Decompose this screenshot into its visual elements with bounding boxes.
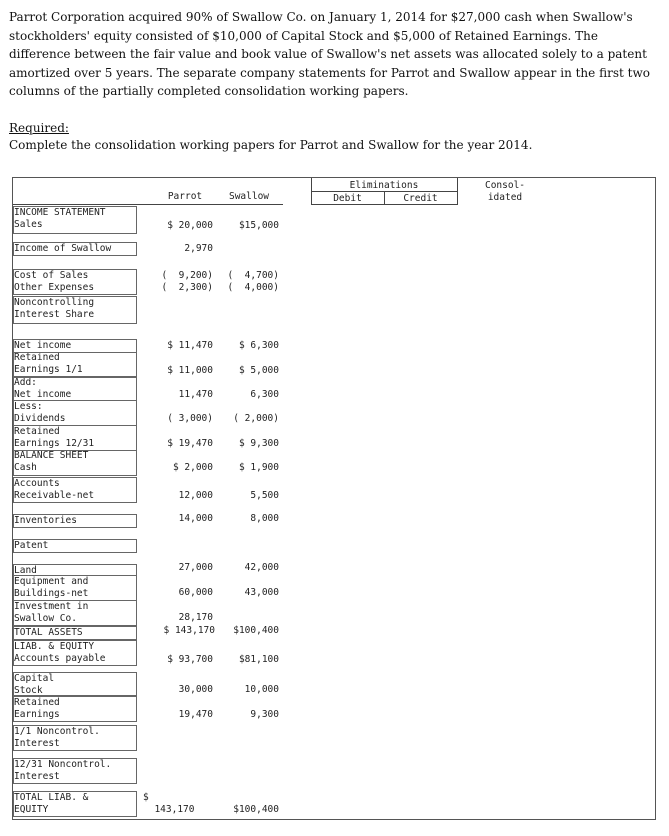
elim-left-rule xyxy=(311,178,312,205)
header-consolidated-1: Consol- xyxy=(484,180,526,191)
required-heading: Required: xyxy=(9,121,69,135)
elim-mid-rule xyxy=(384,191,385,205)
consol-left-rule xyxy=(457,178,458,205)
header-eliminations: Eliminations xyxy=(349,180,419,191)
header-parrot: Parrot xyxy=(167,191,203,202)
problem-intro: Parrot Corporation acquired 90% of Swallow Co. on January 1, 2014 for $27,000 cash when Swallow's stockholders' equity consisted of $10,000 of Capital Stock and $5,000 of Retained Earnings. The difference between the fair value and book value of Swallow's net assets was allocated solely to a patent amortized over 5 years. The separate company statements for Parrot and Swallow appear in the first two columns of the partially completed consolidation working papers. xyxy=(9,10,650,99)
header-debit: Debit xyxy=(333,193,362,204)
required-text: Complete the consolidation working papers for Parrot and Swallow for the year 2014. xyxy=(9,138,533,152)
header-rule xyxy=(13,204,283,205)
header-consolidated-2: idated xyxy=(487,192,523,203)
consolidation-worksheet: Parrot Swallow Eliminations Debit Credit Consol- idated INCOME STATEMENT Sales $ 20,000 $15,000 Income of Swallow 2,970 Cost of Sales Other Expenses ( 9,200) ( 2,300) ( 4,700) ( 4,000) Noncontrolling Interest Share Net income $ 11,470 $ 6,300 Retained Earnings 1/1 $ 11,000 $ 5,000 Add: Net income 11,470 6,300 Less: Dividends ( 3,000) ( 2,000) Retained Earnings 12/31 $ 19,470 $ 9,300 BALANCE SHEET Cash $ 2,000 $ 1,900 Accounts Receivable-net 12,000 5,500 Inventories 14,000 8,000 Patent Land 27,000 42,000 Equipment and Buildings-net 60,000 43,000 Investment in Swallow Co. 28,170 TOTAL ASSETS $ 143,170 $100,400 LIAB. & EQUITY Accounts payable $ 93,700 $81,100 Capital Stock 30,000 10,000 Retained Earnings 19,470 9,300 1/1 Noncontrol. Interest 12/31 Noncontrol. Interest TOTAL LIAB. & EQUITY $ 143,170 $100,400 xyxy=(12,177,656,820)
header-credit: Credit xyxy=(403,193,438,204)
header-swallow: Swallow xyxy=(228,191,270,202)
